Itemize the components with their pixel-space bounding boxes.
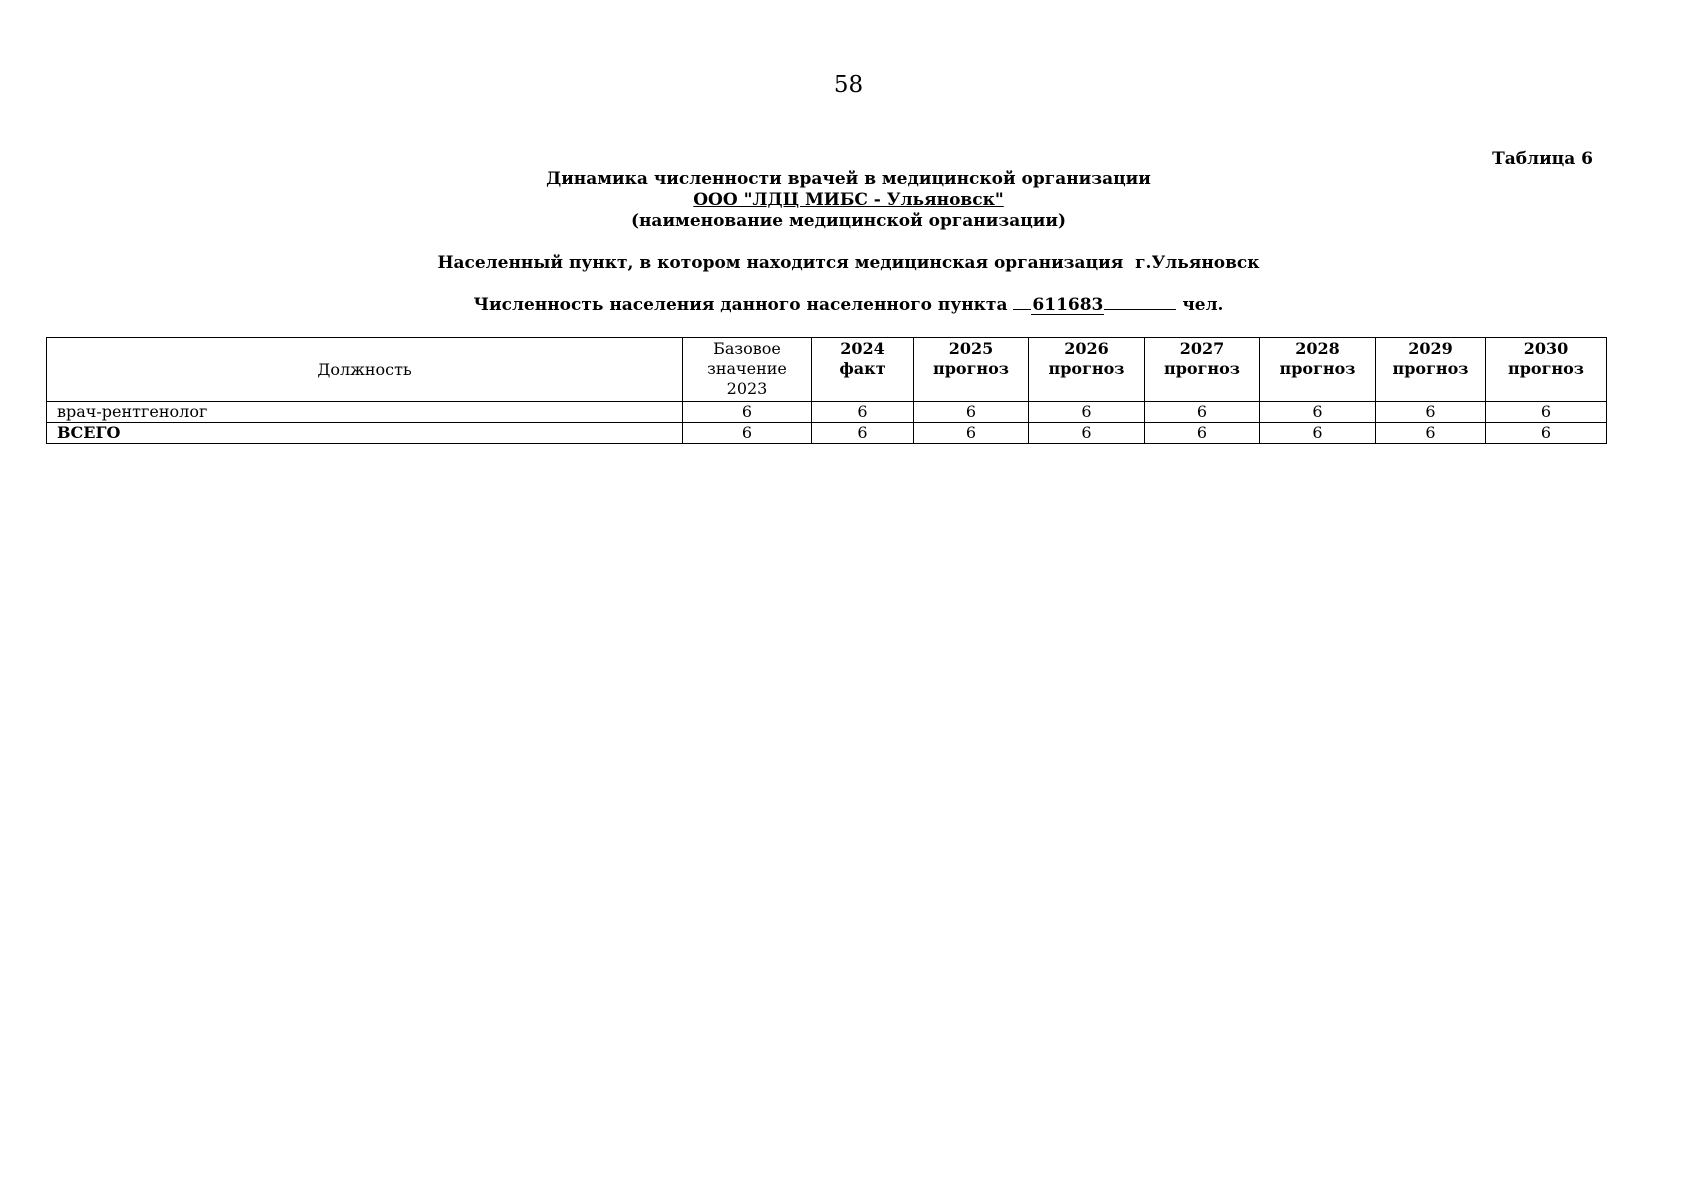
population-value: 611683 <box>1032 295 1104 315</box>
total-label-cell: ВСЕГО <box>47 423 683 444</box>
table-label: Таблица 6 <box>1492 149 1593 169</box>
total-value-cell: 6 <box>1486 423 1607 444</box>
header-year-2030 <box>1486 338 1607 402</box>
table-row <box>47 402 1607 423</box>
table-total-row <box>47 423 1607 444</box>
locality-label: Населенный пункт, в котором находится медицинская организация <box>437 253 1124 273</box>
header-base-value <box>683 338 812 402</box>
document-title: Динамика численности врачей в медицинской организации <box>546 169 1151 189</box>
header-kind: прогноз <box>1164 359 1240 378</box>
position-cell: врач-рентгенолог <box>47 402 683 423</box>
header-kind: прогноз <box>1048 359 1125 378</box>
header-base-line-2: значение <box>707 359 787 378</box>
organization-name-text: ООО "ЛДЦ МИБС - Ульяновск" <box>693 190 1004 210</box>
locality-value: г.Ульяновск <box>1135 253 1260 273</box>
locality-line <box>0 253 1697 273</box>
header-year: 2027 <box>1179 339 1225 358</box>
organization-name <box>0 190 1697 210</box>
header-year-2029 <box>1376 338 1486 402</box>
header-kind: прогноз <box>1392 359 1469 378</box>
total-value-cell: 6 <box>812 423 914 444</box>
value-cell: 6 <box>1029 402 1145 423</box>
total-value-cell: 6 <box>1376 423 1486 444</box>
header-year: 2025 <box>948 339 994 358</box>
value-cell: 6 <box>914 402 1029 423</box>
header-year-2025 <box>914 338 1029 402</box>
header-year: 2024 <box>840 339 885 358</box>
header-base-line-3: 2023 <box>726 379 768 398</box>
total-value-cell: 6 <box>1145 423 1260 444</box>
header-year: 2026 <box>1064 339 1109 358</box>
total-value-cell: 6 <box>1260 423 1376 444</box>
population-label: Численность населения данного населенного пункта <box>473 295 1008 315</box>
total-value-cell: 6 <box>1029 423 1145 444</box>
header-year: 2029 <box>1408 339 1453 358</box>
header-kind: прогноз <box>933 359 1009 378</box>
header-year-2026 <box>1029 338 1145 402</box>
value-cell: 6 <box>1486 402 1607 423</box>
population-line <box>0 295 1697 315</box>
header-kind: прогноз <box>1279 359 1356 378</box>
table-header-row <box>47 338 1607 402</box>
header-kind: прогноз <box>1508 359 1584 378</box>
population-blank-trailing <box>1104 309 1176 310</box>
header-year: 2028 <box>1295 339 1340 358</box>
header-year-2028 <box>1260 338 1376 402</box>
value-cell: 6 <box>1260 402 1376 423</box>
header-year-2024 <box>812 338 914 402</box>
header-year: 2030 <box>1523 339 1569 358</box>
header-position: Должность <box>47 338 683 402</box>
population-unit: чел. <box>1182 295 1224 315</box>
organization-caption: (наименование медицинской организации) <box>630 211 1067 231</box>
population-blank-leading <box>1013 309 1031 310</box>
value-cell: 6 <box>1376 402 1486 423</box>
total-value-cell: 6 <box>914 423 1029 444</box>
staff-dynamics-table <box>46 337 1607 444</box>
value-cell: 6 <box>812 402 914 423</box>
total-value-cell: 6 <box>683 423 812 444</box>
value-cell: 6 <box>683 402 812 423</box>
page-number: 58 <box>833 72 864 98</box>
header-year-2027 <box>1145 338 1260 402</box>
value-cell: 6 <box>1145 402 1260 423</box>
header-base-line-1: Базовое <box>713 339 781 358</box>
header-kind: факт <box>839 359 886 378</box>
